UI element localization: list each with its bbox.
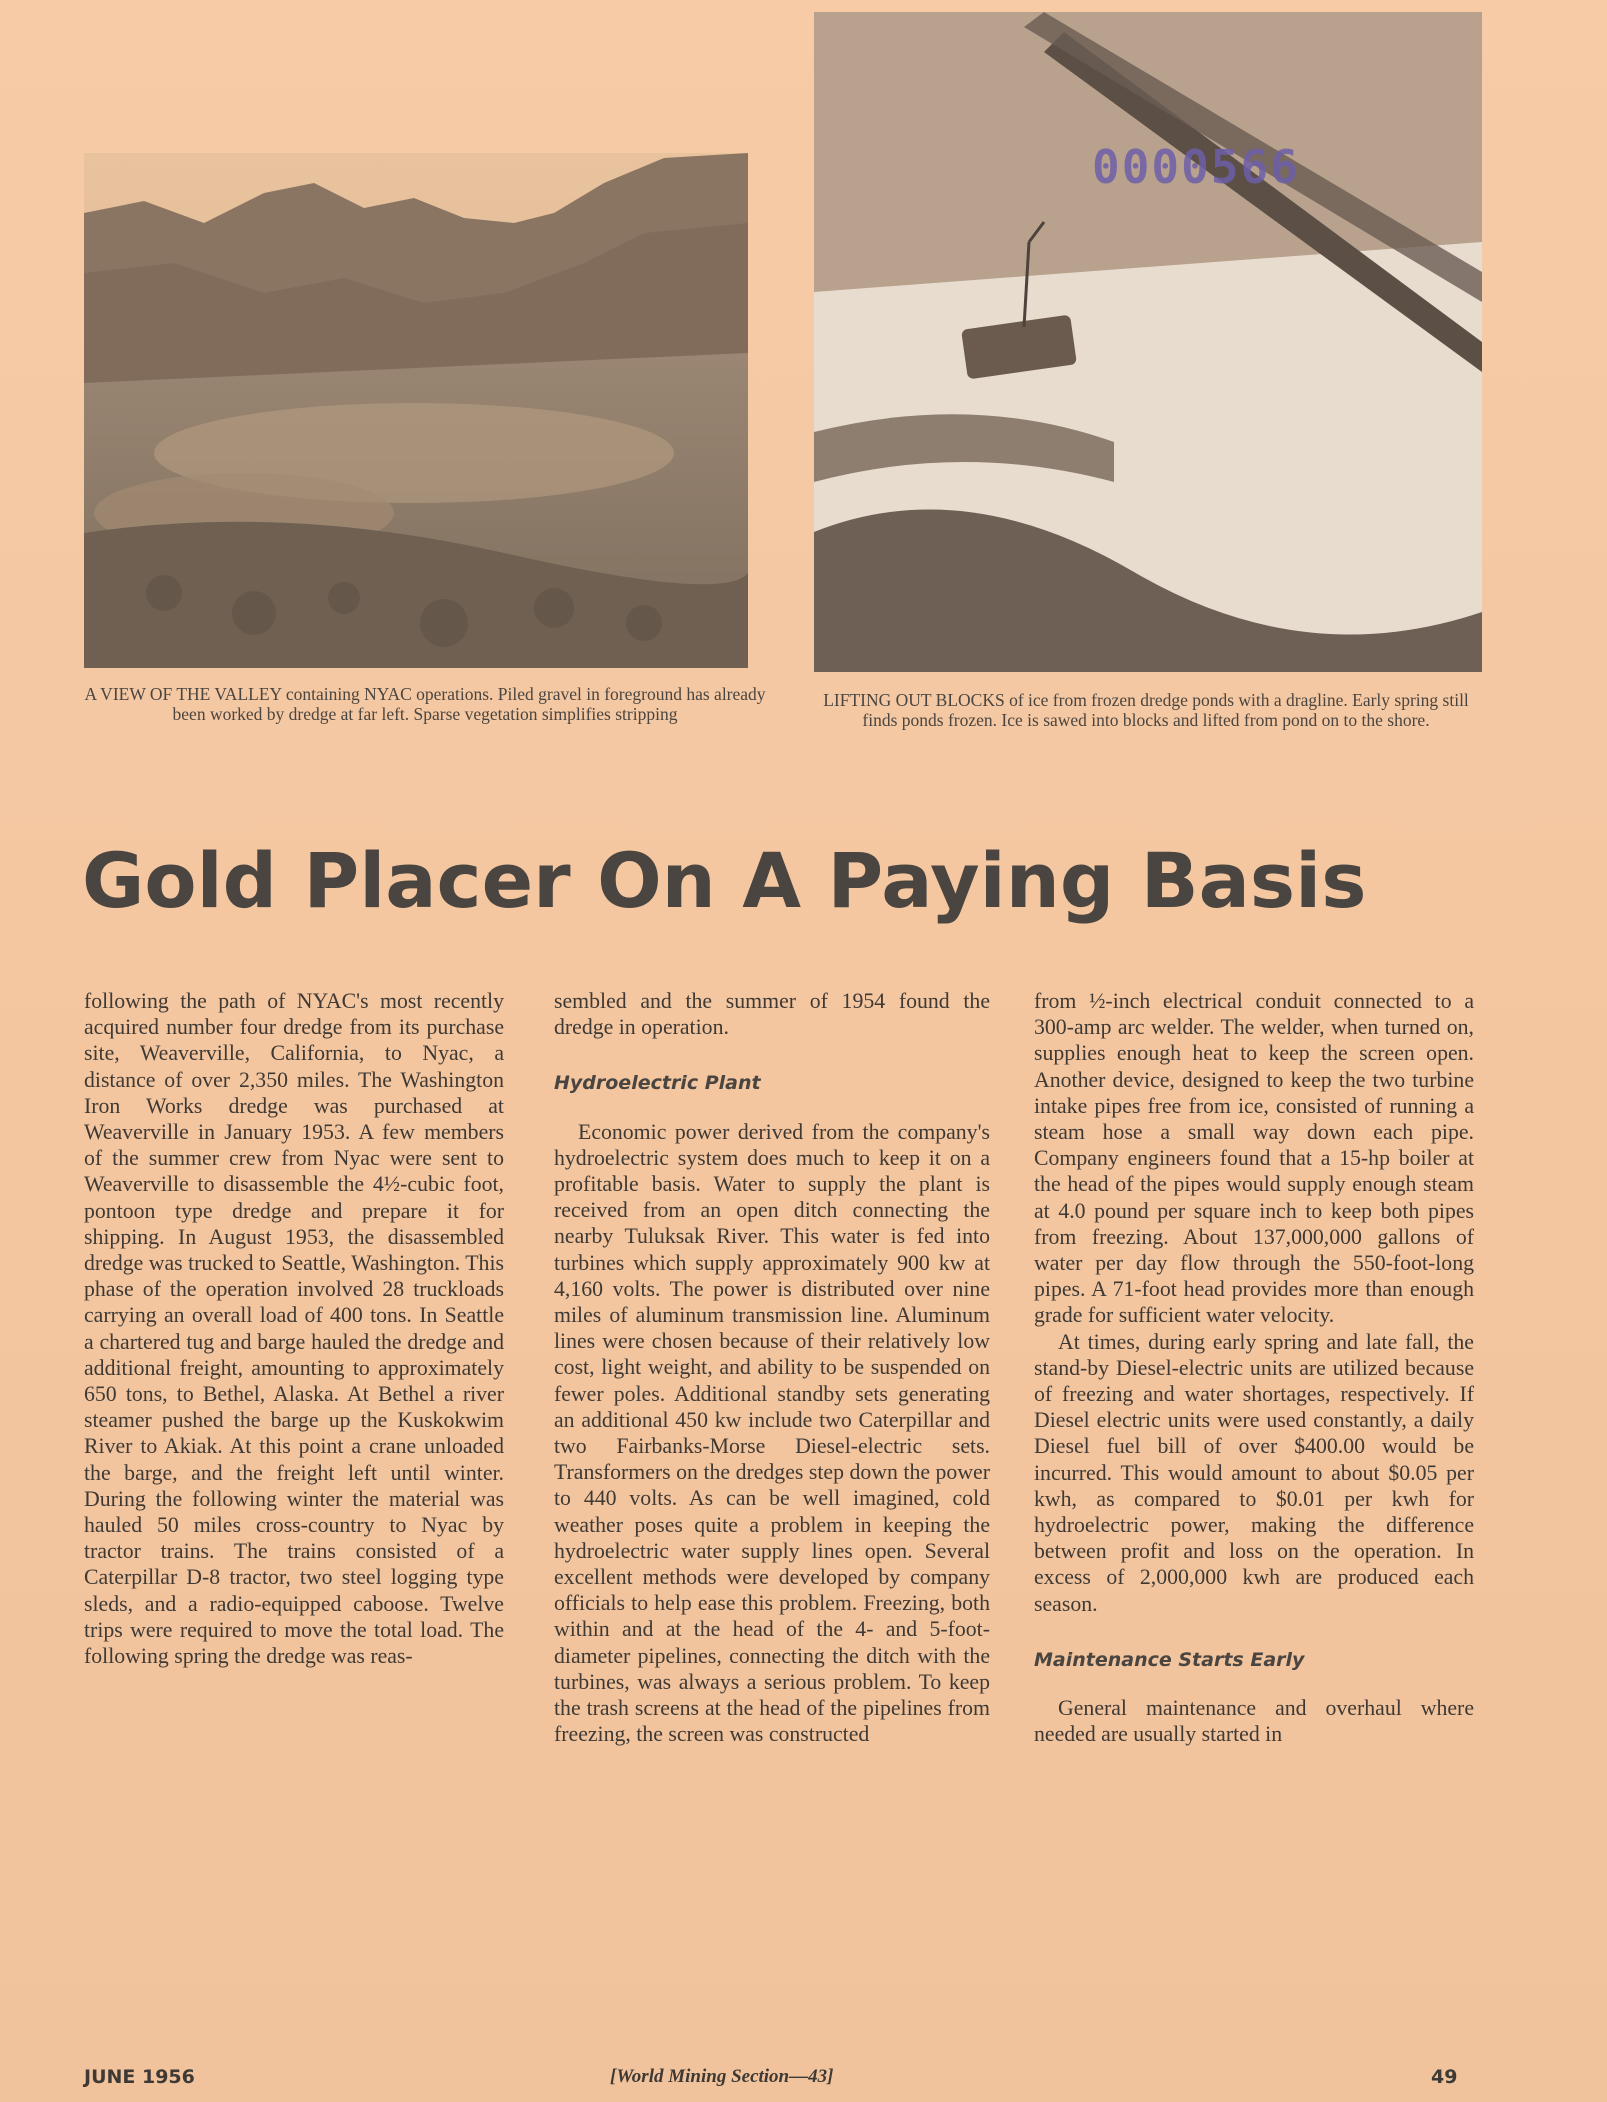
subheading-maintenance: Maintenance Starts Early: [1034, 1648, 1305, 1671]
archive-stamp-number: 0000566: [1092, 140, 1300, 194]
paragraph: At times, during early spring and late fall, the stand-by Diesel-electric units are utilized because of freezing and water shortages, respectively. If Diesel electric units were used constantly, a daily Diesel fuel bill of over $400.00 would be incurred. This would amount to about $0.05 per kwh, as compared to $0.01 per kwh for hydroelectric power, making the difference between profit and loss on the operation. In excess of 2,000,000 kwh are produced each season.: [1034, 1329, 1474, 1616]
subheading-hydroelectric: Hydroelectric Plant: [554, 1072, 761, 1095]
article-column-2: [554, 988, 990, 1747]
ice-photo-caption: LIFTING OUT BLOCKS of ice from frozen dredge ponds with a dragline. Early spring still finds ponds frozen. Ice is sawed into blocks and lifted from pond on to the shore.: [823, 690, 1469, 730]
paragraph: sembled and the summer of 1954 found the dredge in operation.: [554, 989, 990, 1040]
article-column-1: [84, 988, 504, 1669]
article-title: Gold Placer On A Paying Basis: [82, 836, 1367, 925]
paragraph: from ½-inch electrical conduit connected to a 300-amp arc welder. The welder, when turned on, supplies enough heat to keep the screen open. Another device, designed to keep the two turbine intake pipes free from ice, consisted of running a steam hose a small way down each pipe. Company engineers found that a 15-hp boiler at the head of the pipes would supply enough steam at 4.0 pound per square inch to keep both pipes from freezing. About 137,000,000 gallons of water per day flow through the 550-foot-long pipes. A 71-foot head provides more than enough grade for sufficient water velocity.: [1034, 989, 1474, 1328]
issue-date: JUNE 1956: [84, 2066, 195, 2088]
paragraph: Economic power derived from the company's hydroelectric system does much to keep it on a profitable basis. Water to supply the plant is received from an open ditch connecting the nearby Tuluksak River. This water is fed into turbines which supply approximately 900 kw at 4,160 volts. The power is distributed over nine miles of aluminum transmission line. Aluminum lines were chosen because of their relatively low cost, light weight, and ability to be suspended on fewer poles. Additional standby sets generating an additional 450 kw include two Caterpillar and two Fairbanks-Morse Diesel-electric sets. Transformers on the dredges step down the power to 440 volts. As can be well imagined, cold weather poses quite a problem in keeping the hydroelectric water supply lines open. Several excellent methods were developed by company officials to help ease this problem. Freezing, both within and at the head of the 4- and 5-foot-diameter pipelines, connecting the ditch with the turbines, was always a serious problem. To keep the trash screens at the head of the pipelines from freezing, the screen was constructed: [554, 1119, 990, 1747]
paragraph: General maintenance and overhaul where needed are usually started in: [1034, 1696, 1474, 1747]
page-number: 49: [1431, 2066, 1458, 2088]
section-label: [World Mining Section—43]: [610, 2066, 834, 2087]
article-column-3: [1034, 988, 1474, 1747]
ice-blocks-photo: [814, 12, 1482, 672]
valley-photo-caption: A VIEW OF THE VALLEY containing NYAC operations. Piled gravel in foreground has already been worked by dredge at far left. Sparse vegetation simplifies stripping: [84, 684, 766, 724]
paragraph: following the path of NYAC's most recently acquired number four dredge from its purchase site, Weaverville, California, to Nyac, a distance of over 2,350 miles. The Washington Iron Works dredge was purchased at Weaverville in January 1953. A few members of the summer crew from Nyac were sent to Weaverville to disassemble the 4½-cubic foot, pontoon type dredge and prepare it for shipping. In August 1953, the disassembled dredge was trucked to Seattle, Washington. This phase of the operation involved 28 truckloads carrying an overall load of 400 tons. In Seattle a chartered tug and barge hauled the dredge and additional freight, amounting to approximately 650 tons, to Bethel, Alaska. At Bethel a river steamer pushed the barge up the Kuskokwim River to Akiak. At this point a crane unloaded the barge, and the freight left until winter. During the following winter the material was hauled 50 miles cross-country to Nyac by tractor trains. The trains consisted of a Caterpillar D-8 tractor, two steel logging type sleds, and a radio-equipped caboose. Twelve trips were required to move the total load. The following spring the dredge was reas-: [84, 989, 504, 1669]
valley-photo: [84, 153, 748, 668]
